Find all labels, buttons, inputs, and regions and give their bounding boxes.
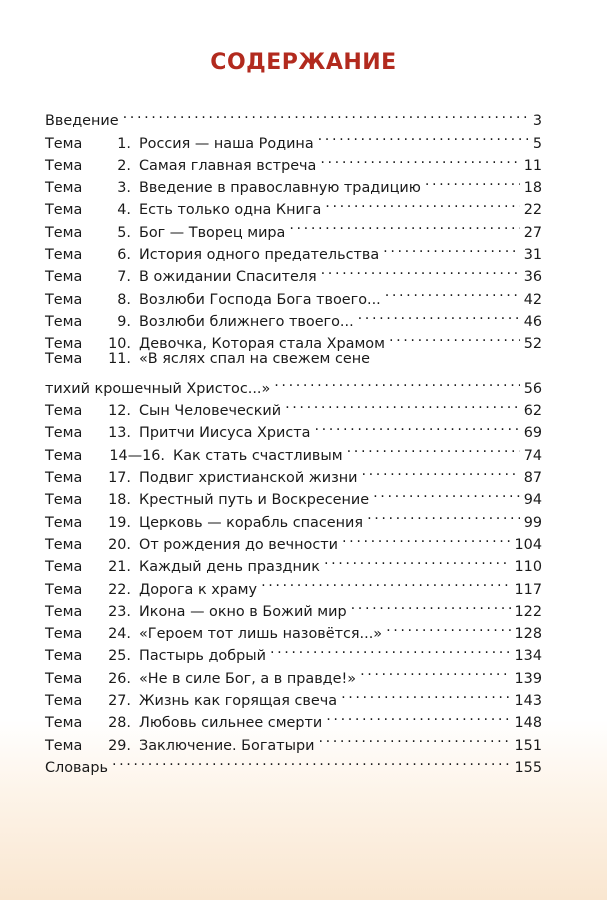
toc-page-number: 62	[523, 403, 542, 420]
toc-page-number: 5	[532, 135, 542, 152]
toc-leader-dots	[314, 415, 519, 437]
toc-entry-label: Тема	[45, 313, 83, 330]
toc-leader-dots	[270, 638, 511, 660]
toc-page-number: 52	[523, 336, 542, 353]
toc-page-number: 22	[523, 202, 542, 219]
toc-entry-number: 25.	[108, 648, 131, 665]
toc-entry-label: Тема	[45, 514, 83, 531]
toc-entry-number: 17.	[108, 470, 131, 487]
toc-leader-dots	[123, 103, 528, 125]
toc-entry-label: Тема	[45, 269, 83, 286]
toc-entry-label: Тема	[45, 425, 83, 442]
toc-leader-dots	[383, 237, 520, 259]
toc-leader-dots	[320, 148, 519, 170]
toc-page-number: 46	[523, 313, 542, 330]
toc-page-number: 99	[523, 514, 542, 531]
toc-entry-title: История одного предательства	[139, 247, 380, 264]
toc-entry-title: Самая главная встреча	[139, 157, 317, 174]
toc-entry-number: 21.	[108, 559, 131, 576]
toc-entry-number: 24.	[108, 626, 131, 643]
toc-entry-label: Тема	[45, 180, 83, 197]
toc-entry-label: Тема	[45, 403, 83, 420]
toc-entry-title: «Не в силе Бог, а в правде!»	[139, 670, 357, 687]
toc-leader-dots	[342, 527, 511, 549]
toc-entry-number: 19.	[108, 514, 131, 531]
toc-entry-number: 23.	[108, 603, 131, 620]
toc-entry-label: Тема	[45, 693, 83, 710]
toc-leader-dots	[386, 616, 510, 638]
toc-page-number: 36	[523, 269, 542, 286]
toc-page-number: 87	[523, 470, 542, 487]
toc-page-number: 139	[514, 670, 542, 687]
toc-entry-label: Тема	[45, 336, 83, 353]
table-of-contents	[45, 103, 542, 776]
toc-leader-dots	[341, 683, 510, 705]
toc-leader-dots	[351, 594, 511, 616]
toc-entry-label: Тема	[45, 648, 83, 665]
toc-entry-title: Церковь — корабль спасения	[139, 514, 364, 531]
toc-entry-title: Притчи Иисуса Христа	[139, 425, 311, 442]
toc-entry-label: Тема	[45, 157, 83, 174]
toc-entry-number: 6.	[117, 247, 131, 264]
toc-leader-dots	[325, 192, 519, 214]
toc-entry-number: 9.	[117, 313, 131, 330]
toc-entry	[45, 348, 542, 370]
toc-entry-title: «Героем тот лишь назовётся...»	[139, 626, 383, 643]
toc-leader-dots	[326, 705, 510, 727]
toc-entry-title: Введение	[45, 113, 119, 130]
toc-page-number: 94	[523, 492, 542, 509]
toc-leader-dots	[318, 125, 528, 147]
toc-leader-dots	[261, 571, 510, 593]
toc-page-number: 143	[514, 693, 542, 710]
toc-entry-title: «В яслях спал на свежем сене	[139, 351, 371, 368]
toc-entry-label: Тема	[45, 351, 83, 368]
toc-entry-title: Заключение. Богатыри	[139, 737, 315, 754]
toc-page-number: 42	[523, 291, 542, 308]
toc-page-number: 128	[514, 626, 542, 643]
toc-page-number: 31	[523, 247, 542, 264]
toc-leader-dots	[324, 549, 511, 571]
toc-page-number: 155	[514, 759, 542, 776]
toc-entry-label: Тема	[45, 626, 83, 643]
toc-page-number: 18	[523, 180, 542, 197]
toc-entry-number: 28.	[108, 715, 131, 732]
toc-entry-number: 3.	[117, 180, 131, 197]
toc-entry-title: Пастырь добрый	[139, 648, 266, 665]
toc-entry-title: Как стать счастливым	[173, 447, 343, 464]
toc-leader-dots	[112, 750, 511, 772]
toc-entry-label: Тема	[45, 559, 83, 576]
toc-entry-title: тихий крошечный Христос...»	[45, 380, 271, 397]
page-title: СОДЕРЖАНИЕ	[210, 50, 397, 75]
toc-leader-dots	[285, 393, 520, 415]
toc-leader-dots	[318, 727, 510, 749]
toc-entry-title: Словарь	[45, 759, 108, 776]
toc-entry-label: Тема	[45, 492, 83, 509]
toc-leader-dots	[360, 660, 510, 682]
toc-entry-number: 22.	[108, 581, 131, 598]
toc-entry-label: Тема	[45, 447, 83, 464]
toc-entry-label: Тема	[45, 291, 83, 308]
toc-leader-dots	[367, 504, 520, 526]
toc-page-number: 56	[523, 380, 542, 397]
toc-page-number: 27	[523, 224, 542, 241]
toc-page-number: 11	[523, 157, 542, 174]
toc-page-number: 104	[514, 536, 542, 553]
toc-leader-dots	[425, 170, 520, 192]
toc-entry	[45, 125, 542, 152]
toc-entry	[45, 371, 542, 397]
toc-entry-title: Возлюби Господа Бога твоего...	[139, 291, 381, 308]
toc-entry-number: 12.	[108, 403, 131, 420]
toc-entry-title: Любовь сильнее смерти	[139, 715, 323, 732]
toc-entry-title: Икона — окно в Божий мир	[139, 603, 347, 620]
toc-entry-title: Введение в православную традицию	[139, 180, 421, 197]
toc-entry-label: Тема	[45, 536, 83, 553]
toc-entry-number: 10.	[108, 336, 131, 353]
toc-entry-number: 13.	[108, 425, 131, 442]
toc-entry-label: Тема	[45, 224, 83, 241]
toc-entry-title: В ожидании Спасителя	[139, 269, 317, 286]
toc-entry-label: Тема	[45, 603, 83, 620]
toc-page-number: 151	[514, 737, 542, 754]
toc-entry-label: Тема	[45, 135, 83, 152]
toc-entry-title: Девочка, Которая стала Храмом	[139, 336, 385, 353]
toc-entry-title: Дорога к храму	[139, 581, 258, 598]
toc-entry-title: Подвиг христианской жизни	[139, 470, 358, 487]
toc-entry-title: Есть только одна Книга	[139, 202, 322, 219]
toc-entry-number: 20.	[108, 536, 131, 553]
toc-leader-dots	[358, 304, 520, 326]
toc-entry-label: Тема	[45, 470, 83, 487]
toc-page-number: 134	[514, 648, 542, 665]
toc-entry-number: 7.	[117, 269, 131, 286]
toc-entry-number: 11.	[108, 351, 131, 368]
toc-entry-number: 8.	[117, 291, 131, 308]
toc-leader-dots	[274, 371, 519, 393]
toc-page-number: 3	[532, 113, 542, 130]
toc-entry-title: Возлюби ближнего твоего...	[139, 313, 354, 330]
toc-entry-title: Каждый день праздник	[139, 559, 320, 576]
toc-entry-label: Тема	[45, 581, 83, 598]
toc-entry-number: 2.	[117, 157, 131, 174]
toc-entry-label: Тема	[45, 670, 83, 687]
toc-entry-label: Тема	[45, 202, 83, 219]
toc-entry-number: 1.	[117, 135, 131, 152]
toc-entry-number: 26.	[108, 670, 131, 687]
toc-entry-label: Тема	[45, 737, 83, 754]
toc-entry-label: Тема	[45, 715, 83, 732]
toc-leader-dots	[347, 437, 520, 459]
toc-page-number: 69	[523, 425, 542, 442]
toc-leader-dots	[289, 214, 519, 236]
toc-entry-title: Крестный путь и Воскресение	[139, 492, 370, 509]
toc-leader-dots	[385, 281, 520, 303]
toc-entry-number: 18.	[108, 492, 131, 509]
toc-entry-number: 5.	[117, 224, 131, 241]
toc-entry-number: 4.	[117, 202, 131, 219]
toc-entry-title: Россия — наша Родина	[139, 135, 314, 152]
toc-entry-title: Сын Человеческий	[139, 403, 282, 420]
toc-leader-dots	[321, 259, 520, 281]
toc-entry-number: 14—16.	[109, 447, 165, 464]
toc-entry-title: Бог — Творец мира	[139, 224, 286, 241]
toc-leader-dots	[362, 460, 520, 482]
toc-page-number: 110	[514, 559, 542, 576]
toc-entry	[45, 103, 542, 130]
toc-entry-number: 29.	[108, 737, 131, 754]
toc-page-number: 148	[514, 715, 542, 732]
toc-leader-dots	[389, 326, 520, 348]
toc-entry	[45, 750, 542, 776]
toc-page-number: 74	[523, 447, 542, 464]
toc-page-number: 117	[514, 581, 542, 598]
toc-entry-label: Тема	[45, 247, 83, 264]
toc-entry-number: 27.	[108, 693, 131, 710]
toc-entry-title: Жизнь как горящая свеча	[139, 693, 338, 710]
toc-leader-dots	[373, 482, 520, 504]
toc-entry-title: От рождения до вечности	[139, 536, 339, 553]
toc-page-number: 122	[514, 603, 542, 620]
